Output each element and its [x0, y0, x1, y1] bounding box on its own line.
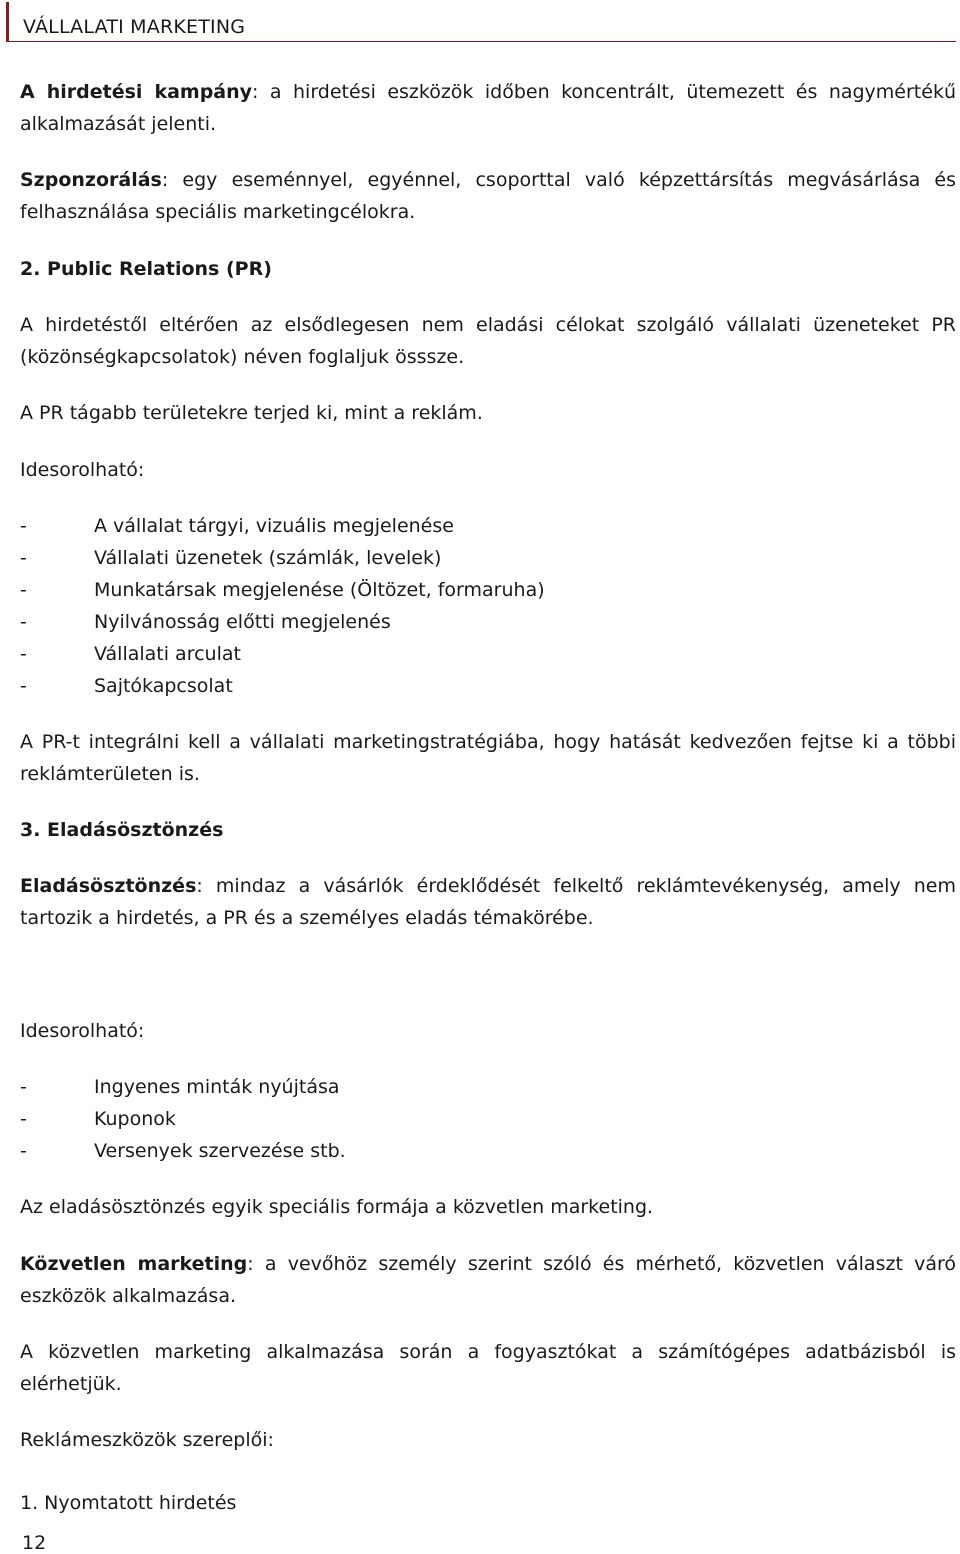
sponsoring-paragraph — [20, 164, 956, 228]
list-item-text: Vállalati üzenetek (számlák, levelek) — [94, 547, 442, 569]
list-dash: - — [20, 611, 27, 633]
actors-item-1: 1. Nyomtatott hirdetés — [20, 1492, 237, 1514]
pr-paragraph-3: A PR-t integrálni kell a vállalati marketingstratégiába, hogy hatását kedvezően fejtse ki a többi reklámterületen is. — [20, 731, 956, 785]
campaign-term: A hirdetési kampány — [20, 81, 253, 103]
list-item-text: Vállalati arculat — [94, 643, 241, 665]
list-item — [20, 1071, 340, 1103]
direct-marketing-definition — [20, 1248, 956, 1312]
list-item-text: Kuponok — [94, 1108, 176, 1130]
direct-marketing-paragraph: A közvetlen marketing alkalmazása során a fogyasztókat a számítógépes adatbázisból is elérhetjük. — [20, 1341, 956, 1395]
list-item — [20, 670, 233, 702]
list-item-text: A vállalat tárgyi, vizuális megjelenése — [94, 515, 454, 537]
list-item — [20, 606, 391, 638]
actors-intro: Reklámeszközök szereplői: — [20, 1429, 274, 1451]
header-title: VÁLLALATI MARKETING — [23, 16, 246, 38]
page-header — [6, 2, 956, 42]
list-item-text: Sajtókapcsolat — [94, 675, 233, 697]
pr-paragraph-1: A hirdetéstől eltérően az elsődlegesen nem eladási célokat szolgáló vállalati üzeneteket PR (közönségkapcsolatok) néven foglaljuk össsze. — [20, 314, 956, 368]
list-item-text: Ingyenes minták nyújtása — [94, 1076, 340, 1098]
pr-list-intro: Idesorolható: — [20, 459, 145, 481]
list-dash: - — [20, 579, 27, 601]
sales-text: : mindaz a vásárlók érdeklődését felkeltő reklámtevékenység, amely nem tartozik a hirdetés, a PR és a személyes eladás témakörébe. — [20, 875, 956, 929]
sales-term: Eladásösztönzés — [20, 875, 197, 897]
list-item — [20, 1135, 346, 1167]
sales-list-intro: Idesorolható: — [20, 1020, 145, 1042]
pr-heading: 2. Public Relations (PR) — [20, 258, 272, 280]
list-dash: - — [20, 515, 27, 537]
list-dash: - — [20, 1076, 27, 1098]
list-item — [20, 1103, 176, 1135]
list-dash: - — [20, 675, 27, 697]
list-dash: - — [20, 1140, 27, 1162]
list-dash: - — [20, 643, 27, 665]
campaign-paragraph — [20, 76, 956, 140]
list-item-text: Versenyek szervezése stb. — [94, 1140, 346, 1162]
direct-marketing-text: : a vevőhöz személy szerint szóló és mérhető, közvetlen választ váró eszközök alkalmazása. — [20, 1253, 956, 1307]
sponsoring-text: : egy eseménnyel, egyénnel, csoporttal való képzettársítás megvásárlása és felhasználása speciális marketingcélokra. — [20, 169, 956, 223]
sales-heading: 3. Eladásösztönzés — [20, 819, 224, 841]
sales-definition — [20, 870, 956, 934]
campaign-text: : a hirdetési eszközök időben koncentrált, ütemezett és nagymértékű alkalmazását jelenti. — [20, 81, 956, 135]
direct-marketing-term: Közvetlen marketing — [20, 1253, 248, 1275]
list-item-text: Munkatársak megjelenése (Öltözet, formaruha) — [94, 579, 545, 601]
list-item — [20, 574, 545, 606]
list-item — [20, 542, 441, 574]
pr-paragraph-2: A PR tágabb területekre terjed ki, mint a reklám. — [20, 402, 483, 424]
page-number: 12 — [22, 1532, 47, 1554]
list-item — [20, 638, 241, 670]
list-item — [20, 510, 454, 542]
sponsoring-term: Szponzorálás — [20, 169, 162, 191]
list-dash: - — [20, 1108, 27, 1130]
list-item-text: Nyilvánosság előtti megjelenés — [94, 611, 391, 633]
sales-paragraph-1: Az eladásösztönzés egyik speciális formája a közvetlen marketing. — [20, 1196, 654, 1218]
list-dash: - — [20, 547, 27, 569]
